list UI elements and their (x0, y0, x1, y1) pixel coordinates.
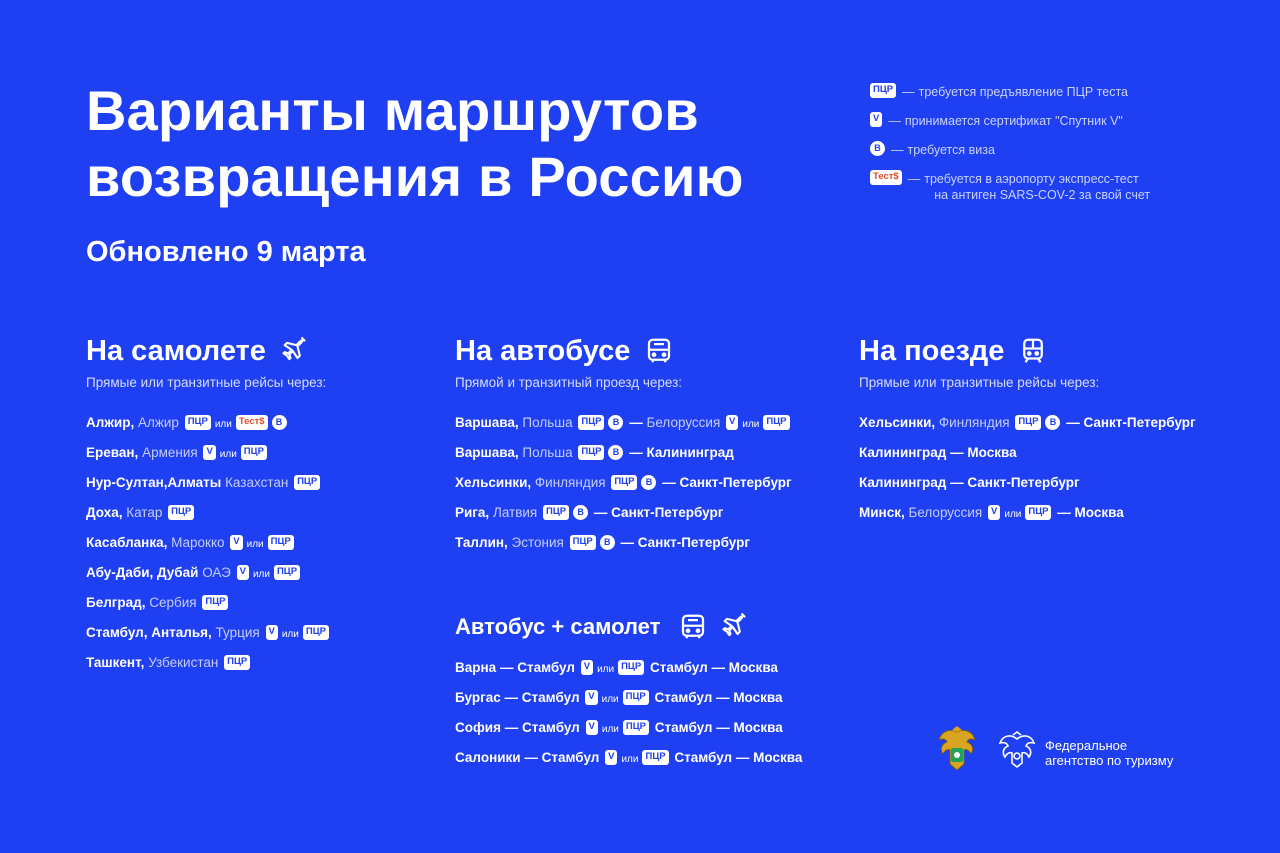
list-item: Белград, Сербия ПЦР (86, 594, 331, 624)
plane-heading: На самолете (86, 333, 331, 369)
pcr-badge: ПЦР (578, 415, 604, 430)
agency-logo (997, 731, 1173, 774)
bus-routes (455, 414, 792, 564)
list-item: Салоники — Стамбул V или ПЦР Стамбул — Москва (455, 750, 803, 765)
sputnik-badge: V (988, 505, 1000, 520)
pcr-badge: ПЦР (543, 505, 569, 520)
pcr-badge: ПЦР (623, 690, 649, 705)
pcr-badge: ПЦР (642, 750, 668, 765)
sputnik-badge: V (581, 660, 593, 675)
legend-sputnik: V — принимается сертификат "Спутник V" (868, 113, 1150, 129)
sputnik-badge: V (585, 690, 597, 705)
pcr-badge: ПЦР (1015, 415, 1041, 430)
list-item: Хельсинки, Финляндия ПЦР В — Санкт-Петербург (859, 415, 1196, 430)
legend-visa-text: требуется виза (907, 143, 995, 157)
legend-test-text-2: на антиген SARS-COV-2 за свой счет (934, 188, 1151, 202)
list-item: Варшава, Польша ПЦР В — Белоруссия V или ПЦР (455, 414, 792, 444)
plane-subtitle: Прямые или транзитные рейсы через: (86, 375, 327, 390)
pcr-badge: ПЦР (268, 535, 294, 550)
bus-icon (644, 336, 674, 366)
pcr-badge: ПЦР (241, 445, 267, 460)
train-icon (1018, 336, 1048, 366)
page-title (86, 78, 744, 210)
list-item: Ташкент, Узбекистан ПЦР (86, 654, 331, 684)
list-item: Доха, Катар ПЦР (86, 504, 331, 534)
pcr-badge: ПЦР (763, 415, 789, 430)
pcr-badge: ПЦР (1025, 505, 1051, 520)
agency-name-line-1: Федеральное (1045, 737, 1128, 753)
pcr-badge: ПЦР (274, 565, 300, 580)
pcr-badge: ПЦР (623, 720, 649, 735)
sputnik-badge: V (203, 445, 215, 460)
sputnik-badge: V (605, 750, 617, 765)
sputnik-badge: V (266, 625, 278, 640)
legend-test-text-1: требуется в аэропорту экспресс-тест (924, 172, 1139, 186)
list-item: Хельсинки, Финляндия ПЦР В — Санкт-Петербург (455, 475, 792, 490)
list-item: Варна — Стамбул V или ПЦР Стамбул — Москва (455, 660, 778, 675)
footer-logos (935, 726, 1173, 779)
list-item: Абу-Даби, Дубай ОАЭ V или ПЦР (86, 564, 331, 594)
legend-test: Тест$ — требуется в аэропорту экспресс-тест на антиген SARS-COV-2 за свой счет (868, 171, 1150, 203)
list-item: Калининград — Москва (859, 445, 1017, 460)
title-line-2: возвращения в Россию (86, 145, 744, 208)
visa-badge: В (272, 415, 287, 430)
visa-badge: В (608, 415, 623, 430)
list-item: Таллин, Эстония ПЦР В — Санкт-Петербург (455, 535, 750, 550)
plane-routes (86, 414, 331, 684)
updated-date: Обновлено 9 марта (86, 236, 366, 268)
coat-of-arms-icon (935, 726, 979, 779)
list-item: Калининград — Санкт-Петербург (859, 475, 1080, 490)
sputnik-badge: V (586, 720, 598, 735)
legend (868, 84, 1150, 216)
bus-plane-heading: Автобус + самолет (455, 609, 802, 645)
bus-heading: На автобусе (455, 333, 792, 369)
test-badge: Тест$ (236, 415, 268, 430)
list-item: Касабланка, Марокко V или ПЦР (86, 534, 331, 564)
list-item: Варшава, Польша ПЦР В — Калининград (455, 445, 734, 460)
agency-name-line-2: агентство по туризму (1045, 752, 1174, 768)
eagle-icon (997, 731, 1037, 774)
train-subtitle: Прямые или транзитные рейсы через: (859, 375, 1100, 390)
pcr-badge: ПЦР (224, 655, 250, 670)
airplane-icon (280, 337, 308, 365)
bus-plane-section (455, 609, 802, 779)
bus-icon (678, 612, 708, 642)
sputnik-badge: V (237, 565, 249, 580)
plane-section (86, 333, 331, 684)
pcr-badge: ПЦР (202, 595, 228, 610)
pcr-badge: ПЦР (611, 475, 637, 490)
sputnik-badge: V (230, 535, 242, 550)
list-item: Алжир, Алжир ПЦР или Тест$ В (86, 414, 331, 444)
list-item: Бургас — Стамбул V или ПЦР Стамбул — Москва (455, 690, 783, 705)
legend-sputnik-text: принимается сертификат "Спутник V" (904, 114, 1123, 128)
list-item: Стамбул, Анталья, Турция V или ПЦР (86, 624, 331, 654)
visa-badge: В (600, 535, 615, 550)
train-routes (859, 414, 1196, 534)
list-item: Рига, Латвия ПЦР В — Санкт-Петербург (455, 505, 724, 520)
train-heading: На поезде (859, 333, 1196, 369)
bus-plane-routes (455, 659, 802, 779)
pcr-badge: ПЦР (168, 505, 194, 520)
pcr-badge: ПЦР (618, 660, 644, 675)
train-section (859, 333, 1196, 534)
list-item: Ереван, Армения V или ПЦР (86, 444, 331, 474)
pcr-badge: ПЦР (578, 445, 604, 460)
legend-pcr-text: требуется предъявление ПЦР теста (918, 85, 1128, 99)
legend-visa: В — требуется виза (868, 142, 1150, 158)
list-item: Нур-Султан,Алматы Казахстан ПЦР (86, 474, 331, 504)
pcr-badge: ПЦР (185, 415, 211, 430)
visa-badge: В (573, 505, 588, 520)
bus-section (455, 333, 792, 564)
pcr-badge: ПЦР (870, 83, 896, 98)
test-badge: Тест$ (870, 170, 902, 185)
sputnik-badge: V (726, 415, 738, 430)
visa-badge: В (870, 141, 885, 156)
pcr-badge: ПЦР (303, 625, 329, 640)
airplane-icon (720, 613, 748, 641)
title-line-1: Варианты маршрутов (86, 79, 699, 142)
pcr-badge: ПЦР (294, 475, 320, 490)
pcr-badge: ПЦР (570, 535, 596, 550)
visa-badge: В (641, 475, 656, 490)
legend-pcr: ПЦР — требуется предъявление ПЦР теста (868, 84, 1150, 100)
list-item: Минск, Белоруссия V или ПЦР — Москва (859, 505, 1124, 520)
sputnik-badge: V (870, 112, 882, 127)
visa-badge: В (608, 445, 623, 460)
bus-subtitle: Прямой и транзитный проезд через: (455, 375, 683, 390)
visa-badge: В (1045, 415, 1060, 430)
list-item: София — Стамбул V или ПЦР Стамбул — Москва (455, 720, 783, 735)
